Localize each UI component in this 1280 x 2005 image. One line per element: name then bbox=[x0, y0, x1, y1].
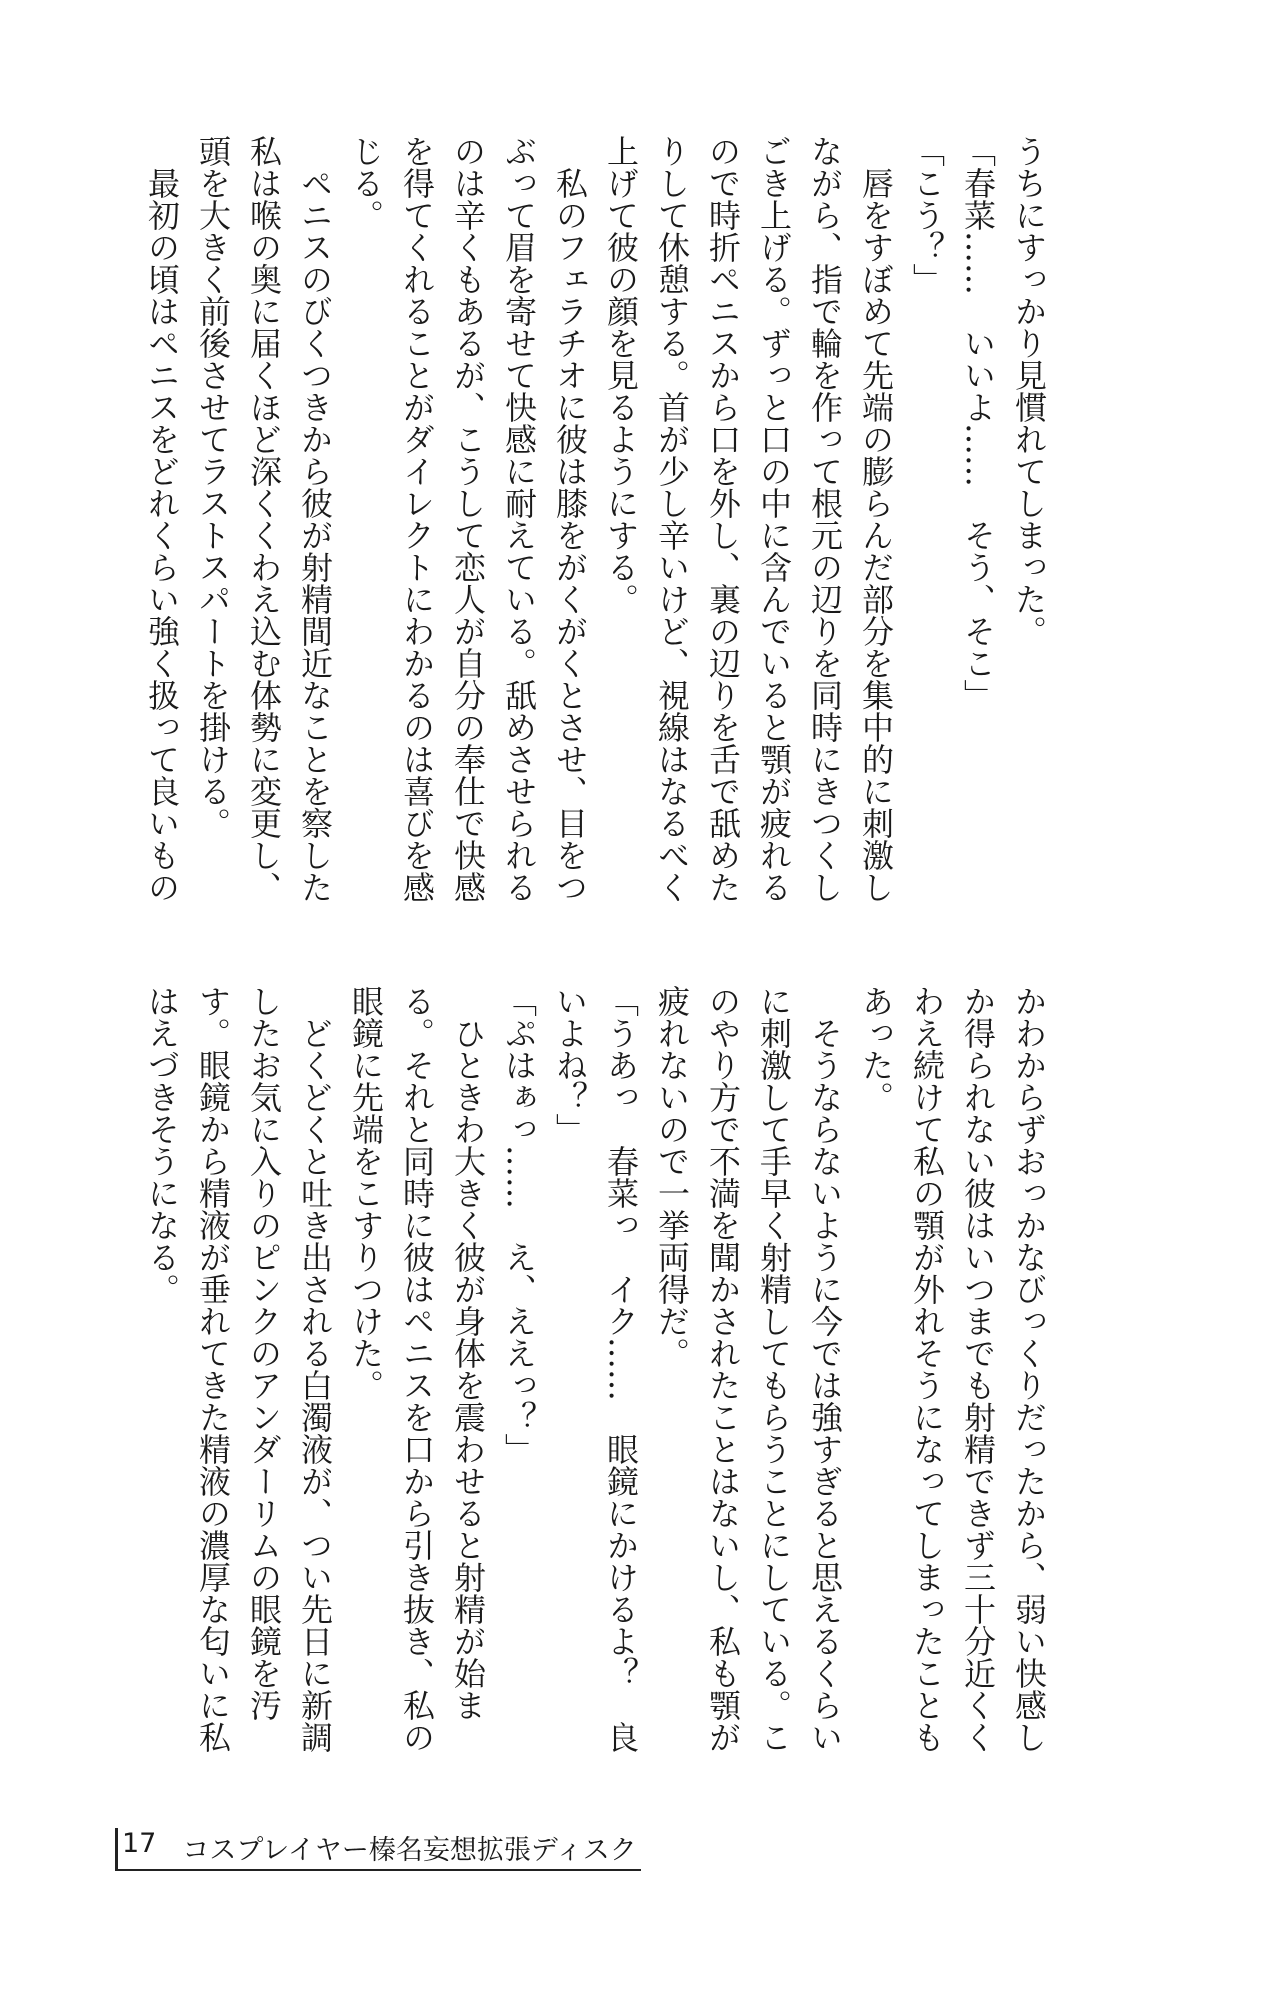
text-column: ながら、指で輪を作って根元の辺りを同時にきつくし bbox=[806, 135, 844, 903]
text-column: 「うあっ 春菜っ イク…… 眼鏡にかけるよ？ 良 bbox=[602, 985, 640, 1753]
text-column: 「ぷはぁっ…… え、ええっ？」 bbox=[500, 985, 538, 1465]
text-column: あった。 bbox=[857, 985, 895, 1113]
text-column: ペニスのびくつきから彼が射精間近なことを察した bbox=[296, 135, 334, 903]
text-block-top bbox=[136, 135, 1054, 905]
text-column: 頭を大きく前後させてラストスパートを掛ける。 bbox=[194, 135, 232, 839]
text-column: 唇をすぼめて先端の膨らんだ部分を集中的に刺激し bbox=[857, 135, 895, 903]
text-column: 「こう？」 bbox=[908, 135, 946, 295]
page-footer bbox=[115, 1828, 641, 1871]
text-column: 私は喉の奥に届くほど深くくわえ込む体勢に変更し、 bbox=[245, 135, 283, 903]
text-column: ぶって眉を寄せて快感に耐えている。舐めさせられる bbox=[500, 135, 538, 903]
text-column: に刺激して手早く射精してもらうことにしている。こ bbox=[755, 985, 793, 1753]
text-column: 最初の頃はペニスをどれくらい強く扱って良いもの bbox=[143, 135, 181, 903]
text-column: いよね？」 bbox=[551, 985, 589, 1145]
text-column: かわからずおっかなびっくりだったから、弱い快感し bbox=[1010, 985, 1048, 1753]
text-column: ひときわ大きく彼が身体を震わせると射精が始ま bbox=[449, 985, 487, 1721]
text-column: したお気に入りのピンクのアンダーリムの眼鏡を汚 bbox=[245, 985, 283, 1721]
text-column: る。それと同時に彼はペニスを口から引き抜き、私の bbox=[398, 985, 436, 1753]
text-column: ので時折ペニスから口を外し、裏の辺りを舌で舐めた bbox=[704, 135, 742, 903]
text-column: 「春菜…… いいよ…… そう、そこ」 bbox=[959, 135, 997, 711]
text-column: 上げて彼の顔を見るようにする。 bbox=[602, 135, 640, 615]
text-column: うちにすっかり見慣れてしまった。 bbox=[1010, 135, 1048, 647]
text-column: じる。 bbox=[347, 135, 385, 231]
book-title: コスプレイヤー榛名妄想拡張ディスク bbox=[182, 1835, 637, 1866]
text-column: す。眼鏡から精液が垂れてきた精液の濃厚な匂いに私 bbox=[194, 985, 232, 1753]
page-number: 17 bbox=[122, 1828, 157, 1859]
text-column: を得てくれることがダイレクトにわかるのは喜びを感 bbox=[398, 135, 436, 903]
text-column: ごき上げる。ずっと口の中に含んでいると顎が疲れる bbox=[755, 135, 793, 903]
text-column: はえづきそうになる。 bbox=[143, 985, 181, 1305]
text-column: そうならないように今では強すぎると思えるくらい bbox=[806, 985, 844, 1753]
text-column: 私のフェラチオに彼は膝をがくがくとさせ、目をつ bbox=[551, 135, 589, 903]
text-column: 眼鏡に先端をこすりつけた。 bbox=[347, 985, 385, 1401]
text-column: のは辛くもあるが、こうして恋人が自分の奉仕で快感 bbox=[449, 135, 487, 903]
text-column: 疲れないので一挙両得だ。 bbox=[653, 985, 691, 1369]
text-column: りして休憩する。首が少し辛いけど、視線はなるべく bbox=[653, 135, 691, 903]
text-column: か得られない彼はいつまでも射精できず三十分近くく bbox=[959, 985, 997, 1753]
text-column: どくどくと吐き出される白濁液が、つい先日に新調 bbox=[296, 985, 334, 1753]
text-column: のやり方で不満を聞かされたことはないし、私も顎が bbox=[704, 985, 742, 1753]
text-block-bottom bbox=[136, 985, 1054, 1755]
text-column: わえ続けて私の顎が外れそうになってしまったことも bbox=[908, 985, 946, 1753]
